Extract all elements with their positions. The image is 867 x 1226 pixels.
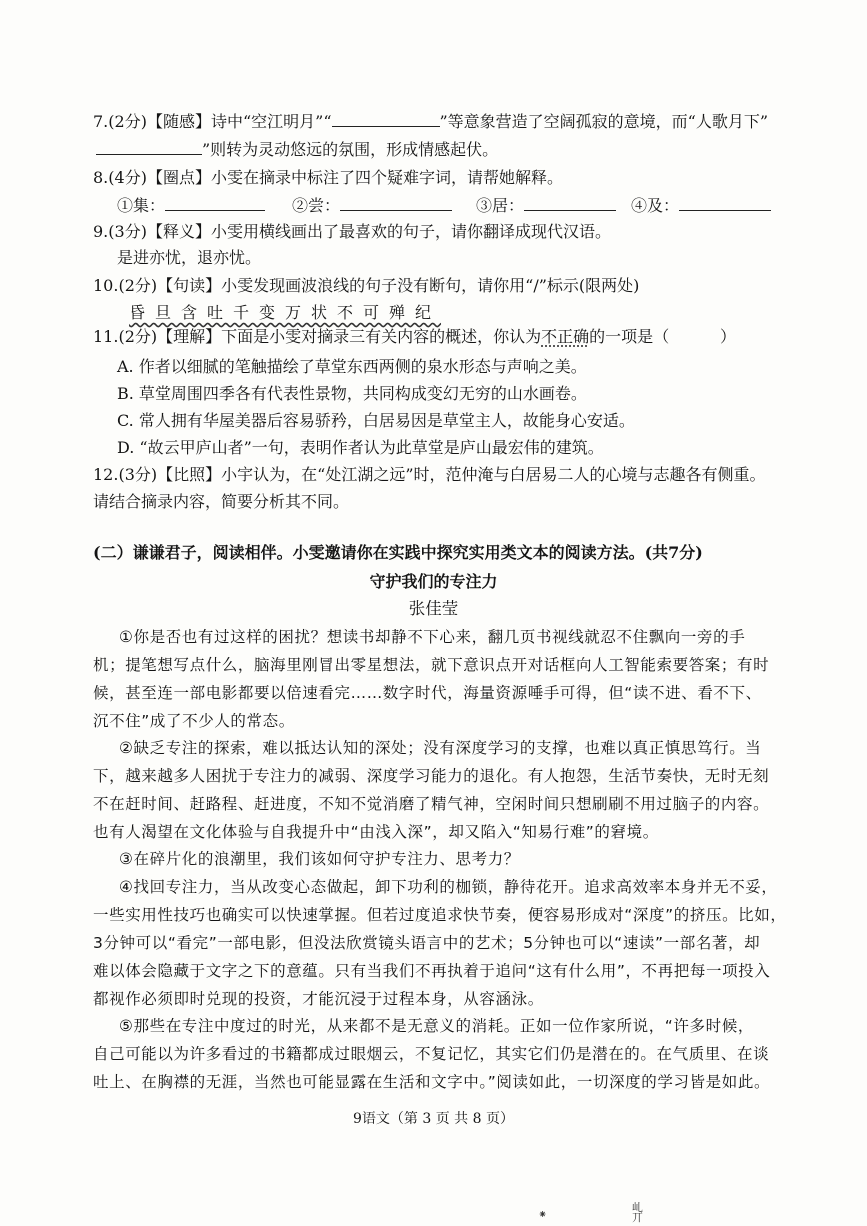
q12-number: 12. bbox=[93, 465, 119, 484]
question-12-line-2 bbox=[93, 492, 349, 512]
article-title-text: 守护我们的专注力 bbox=[369, 572, 498, 591]
q11-option-d[interactable] bbox=[117, 438, 604, 458]
section-2-heading bbox=[93, 543, 703, 563]
q8-item-4-label: ④及： bbox=[631, 196, 680, 215]
q11-option-c[interactable] bbox=[117, 411, 635, 431]
scan-mark-left bbox=[538, 1208, 547, 1221]
q7-number: 7. bbox=[93, 112, 109, 131]
q7-blank-2[interactable] bbox=[96, 140, 202, 155]
q8-item-3 bbox=[476, 196, 616, 216]
p2-line-3: 不在赶时间、赶路程、赶进度，不知不觉消磨了精气神，空闲时间只想刷刷不用过脑子的内容。 bbox=[93, 795, 770, 813]
q11-text-a: 下面是小雯对摘录三有关内容的概述，你认为 bbox=[221, 327, 542, 346]
question-9 bbox=[93, 222, 611, 242]
q11-answer-paren[interactable]: （ ） bbox=[653, 327, 737, 346]
q8-blank-4[interactable] bbox=[679, 196, 771, 211]
q11-text-b: 的一项是 bbox=[589, 327, 654, 346]
scan-mark-c: 丌 bbox=[632, 1211, 643, 1224]
article-title bbox=[0, 572, 867, 592]
p1-line-4: 沉不住”成了不少人的常态。 bbox=[93, 712, 295, 730]
p4-line-5: 都视作必须即时兑现的投资，才能沉浸于过程本身，从容涵泳。 bbox=[93, 990, 544, 1008]
article-paragraph-4 bbox=[93, 877, 786, 1009]
article-paragraph-1 bbox=[93, 627, 769, 731]
page-footer-text: 9语文（第 3 页 共 8 页） bbox=[353, 1111, 514, 1127]
question-10 bbox=[93, 276, 639, 296]
q11-number: 11. bbox=[93, 327, 119, 346]
q8-blank-1[interactable] bbox=[165, 196, 265, 211]
p4-line-1: ④找回专注力，当从改变心态做起，卸下功利的枷锁，静待花开。追求高效率本身并无不妥， bbox=[119, 878, 778, 896]
p2-line-2: 下，越来越多人困扰于专注力的减弱、深度学习能力的退化。有人抱怨，生活节奏快，无时无刻 bbox=[93, 767, 770, 785]
q8-item-2-label: ②尝： bbox=[292, 196, 341, 215]
p4-line-4: 难以体会隐藏于文字之下的意蕴。只有当我们不再执着于追问“这有什么用”，不再把每一项投入 bbox=[93, 962, 771, 980]
q10-sentence bbox=[129, 303, 441, 323]
q9-text: 小雯用横线画出了最喜欢的句子，请你翻译成现代汉语。 bbox=[210, 222, 611, 241]
q12-text-b: 请结合摘录内容，简要分析其不同。 bbox=[93, 492, 350, 511]
page-footer bbox=[0, 1108, 867, 1128]
scan-mark-right bbox=[632, 1203, 643, 1223]
q11-tag: 【理解】 bbox=[157, 327, 222, 346]
article-paragraph-3 bbox=[93, 849, 520, 869]
scan-mark-b: 乢 bbox=[632, 1201, 643, 1214]
p5-line-3: 吐上、在胸襟的无涯，当然也可能显露在生活和文字中。”阅读如此，一切深度的学习皆是如此。 bbox=[93, 1073, 771, 1091]
question-11 bbox=[93, 327, 736, 347]
p4-line-2: 一些实用性技巧也确实可以快速掌握。但若过度追求快节奏，便容易形成对“深度”的挤压。比如， bbox=[93, 906, 787, 924]
q8-item-2 bbox=[292, 196, 452, 216]
q11-option-d-text: D. “故云甲庐山者”一句，表明作者认为此草堂是庐山最宏伟的建筑。 bbox=[117, 438, 604, 457]
p1-line-3: 候，甚至连一部电影都要以倍速看完……数字时代，海量资源唾手可得，但“读不进、看不下、 bbox=[93, 684, 762, 702]
article-author-text: 张佳莹 bbox=[408, 599, 459, 618]
q8-item-3-label: ③居： bbox=[476, 196, 525, 215]
q10-number: 10. bbox=[93, 276, 119, 295]
p5-line-2: 自己可能以为许多看过的书籍都成过眼烟云，不复记忆，其实它们仍是潜在的。在气质里、在谈 bbox=[93, 1045, 770, 1063]
q8-text: 小雯在摘录中标注了四个疑难字词，请帮她解释。 bbox=[210, 168, 563, 187]
q11-option-c-text: C. 常人拥有华屋美器后容易骄矜，白居易因是草堂主人，故能身心安适。 bbox=[117, 411, 635, 430]
q8-item-4 bbox=[631, 196, 771, 216]
p3-line-1: ③在碎片化的浪潮里，我们该如何守护专注力、思考力？ bbox=[119, 850, 520, 868]
q11-text-emphasis: 不正确 bbox=[541, 327, 590, 346]
p2-line-1: ②缺乏专注的探索，难以抵达认知的深处；没有深度学习的支撑，也难以真正慎思笃行。当 bbox=[119, 739, 762, 757]
q7-blank-1[interactable] bbox=[332, 112, 440, 127]
q8-blank-3[interactable] bbox=[524, 196, 616, 211]
q12-tag: 【比照】 bbox=[157, 465, 222, 484]
q9-score: (3分) bbox=[108, 222, 147, 241]
q8-blank-2[interactable] bbox=[340, 196, 452, 211]
q10-text: 小雯发现画波浪线的句子没有断句，请你用“/”标示(限两处) bbox=[221, 276, 640, 295]
article-paragraph-2 bbox=[93, 738, 769, 842]
q9-number: 9. bbox=[93, 222, 109, 241]
q11-score: (2分) bbox=[118, 327, 158, 346]
section-2-heading-text: (二）谦谦君子，阅读相伴。小雯邀请你在实践中探究实用类文本的阅读方法。(共7分) bbox=[93, 543, 703, 562]
q9-sentence-text: 是进亦忧，退亦忧。 bbox=[117, 248, 262, 267]
q12-score: (3分) bbox=[118, 465, 158, 484]
q8-item-1 bbox=[117, 196, 265, 216]
article-paragraph-5 bbox=[93, 1016, 770, 1092]
p5-line-1: ⑤那些在专注中度过的时光，从来都不是无意义的消耗。正如一位作家所说，“许多时候， bbox=[119, 1017, 754, 1035]
p1-line-2: 机；提笔想写点什么，脑海里刚冒出零星想法，就下意识点开对话框向人工智能索要答案；有时 bbox=[93, 656, 770, 674]
q11-option-a-text: A. 作者以细腻的笔触描绘了草堂东西两侧的泉水形态与声响之美。 bbox=[117, 357, 587, 376]
q9-tag: 【释义】 bbox=[146, 222, 211, 241]
p2-line-4: 也有人渴望在文化体验与自我提升中“由浅入深”，却又陷入“知易行难”的窘境。 bbox=[93, 823, 659, 841]
q8-item-1-label: ①集： bbox=[117, 196, 166, 215]
q12-text-a: 小宇认为，在“处江湖之远”时，范仲淹与白居易二人的心境与志趣各有侧重。 bbox=[221, 465, 766, 484]
question-7-line-2 bbox=[96, 140, 498, 160]
q11-option-b[interactable] bbox=[117, 384, 587, 404]
scan-mark-a: ⁕ bbox=[538, 1208, 548, 1221]
q10-score: (2分) bbox=[118, 276, 158, 295]
question-8 bbox=[93, 168, 563, 188]
q10-sentence-text: 昏旦含吐千变万状不可殚纪 bbox=[129, 303, 442, 322]
p1-line-1: ①你是否也有过这样的困扰？想读书却静不下心来，翻几页书视线就忍不住飘向一旁的手 bbox=[119, 628, 746, 646]
q7-tag: 【随感】 bbox=[146, 112, 211, 131]
article-author bbox=[0, 599, 867, 619]
question-12 bbox=[93, 465, 766, 485]
q10-tag: 【句读】 bbox=[157, 276, 222, 295]
q7-text-a: 诗中“空江明月”“ bbox=[210, 112, 332, 131]
q7-score: (2分) bbox=[108, 112, 147, 131]
question-7 bbox=[93, 112, 768, 132]
q8-number: 8. bbox=[93, 168, 109, 187]
q9-sentence bbox=[117, 248, 261, 268]
p4-line-3: 3分钟可以“看完”一部电影，但没法欣赏镜头语言中的艺术；5分钟也可以“速读”一部名著，却 bbox=[93, 934, 761, 952]
q7-text-c: ”则转为灵动悠远的氛围，形成情感起伏。 bbox=[202, 140, 499, 159]
q11-option-b-text: B. 草堂周围四季各有代表性景物，共同构成变幻无穷的山水画卷。 bbox=[117, 384, 587, 403]
q7-text-b: ”等意象营造了空阔孤寂的意境，而“人歌月下” bbox=[439, 112, 769, 131]
q11-option-a[interactable] bbox=[117, 357, 587, 377]
q8-score: (4分) bbox=[108, 168, 147, 187]
q8-tag: 【圈点】 bbox=[146, 168, 211, 187]
